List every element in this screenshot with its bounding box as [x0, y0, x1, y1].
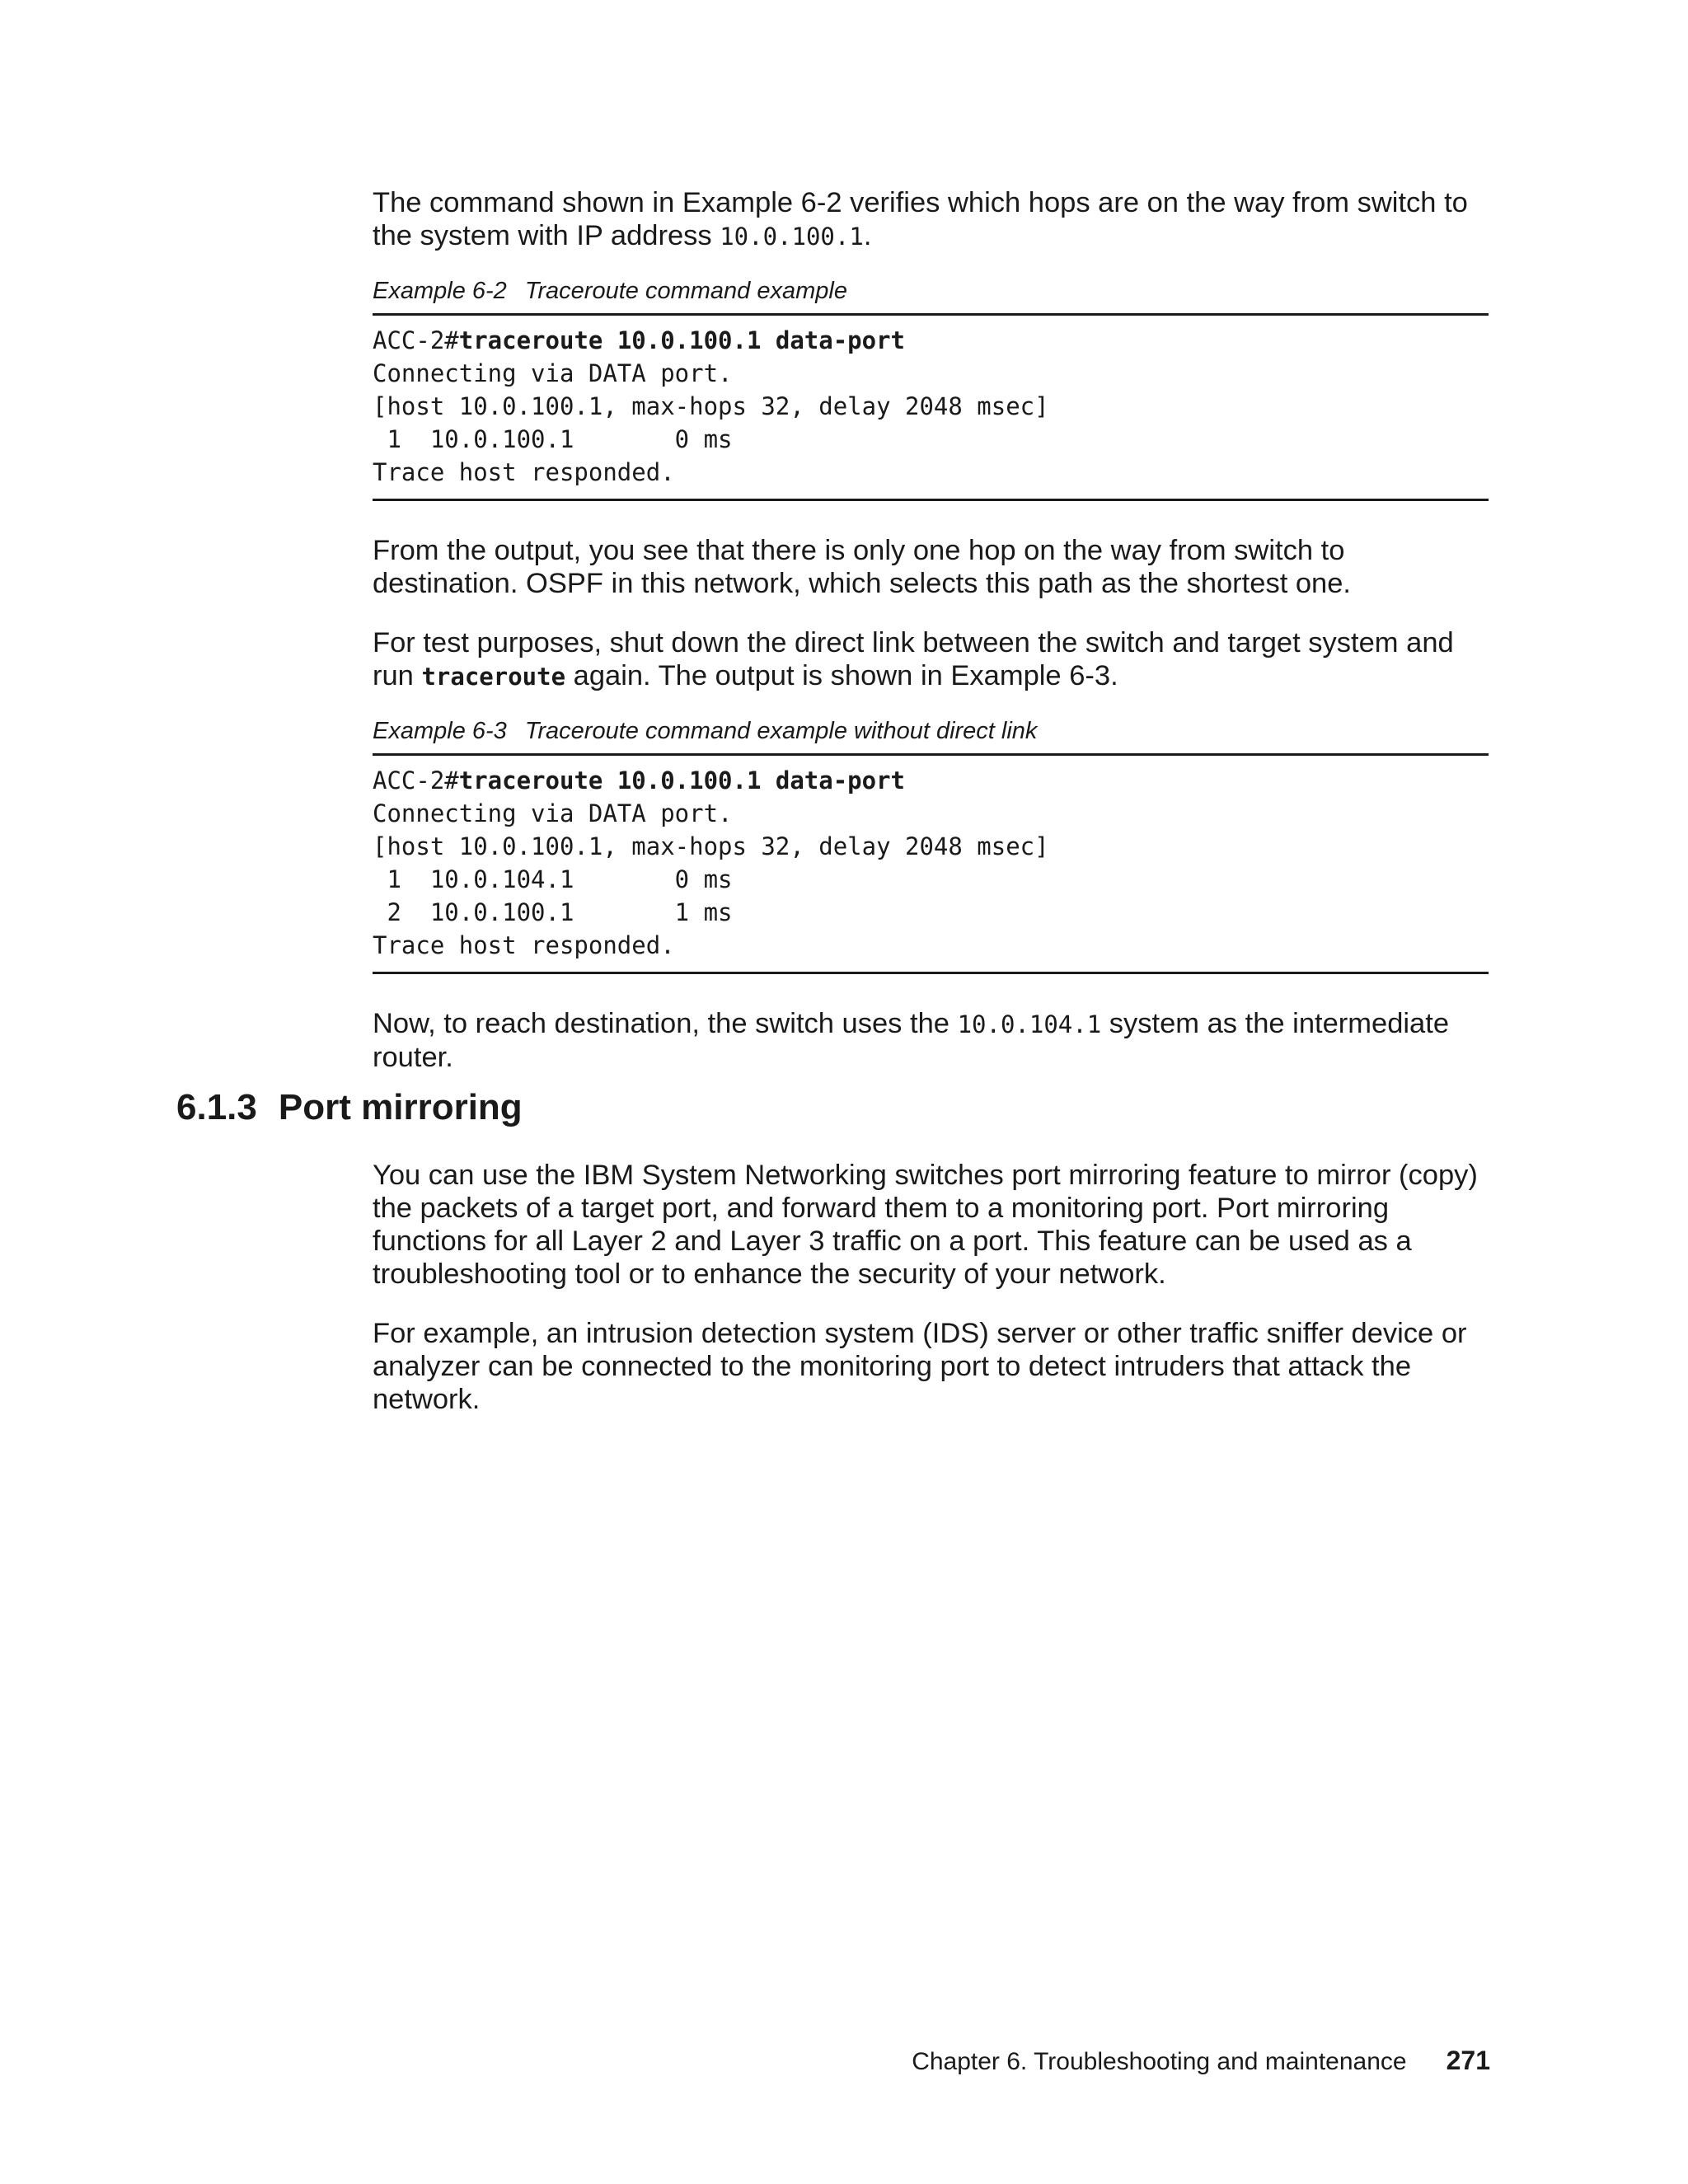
intermediate-router-paragraph — [373, 1007, 1489, 1074]
example-6-3-caption — [373, 716, 1489, 746]
section-content — [373, 1159, 1489, 1416]
code-line — [373, 324, 1489, 357]
example-title: Traceroute command example without direct link — [524, 718, 1038, 744]
intro-paragraph — [373, 186, 1489, 253]
code-line: 2 10.0.100.1 1 ms — [373, 898, 733, 926]
ids-example-paragraph: For example, an intrusion detection system (IDS) server or other traffic sniffer device or analyzer can be connected to the monitoring port to detect intruders that attack the network. — [373, 1318, 1467, 1415]
code-line: Trace host responded. — [373, 931, 675, 959]
ip-address-inline: 10.0.104.1 — [957, 1010, 1102, 1038]
code-line: Connecting via DATA port. — [373, 359, 733, 387]
example-6-3-code-block — [373, 753, 1489, 974]
intro-text: The command shown in Example 6-2 verifies which hops are on the way from switch to the system with IP address — [373, 187, 1468, 251]
footer-chapter-title: Chapter 6. Troubleshooting and maintenance — [912, 2048, 1407, 2075]
section-title: Port mirroring — [278, 1087, 523, 1127]
page-footer — [912, 2044, 1490, 2079]
section-heading — [176, 1085, 523, 1131]
example-label: Example 6-3 — [373, 718, 507, 744]
test-tail: again. The output is shown in Example 6-3. — [565, 660, 1118, 691]
intro-tail: . — [863, 220, 872, 251]
code-line: 1 10.0.104.1 0 ms — [373, 865, 733, 893]
code-line: 1 10.0.100.1 0 ms — [373, 425, 733, 453]
code-prompt: ACC-2# — [373, 326, 459, 354]
code-line: Connecting via DATA port. — [373, 799, 733, 827]
code-line: Trace host responded. — [373, 458, 675, 486]
ip-address-inline: 10.0.100.1 — [720, 223, 864, 251]
traceroute-inline: traceroute — [421, 663, 566, 691]
code-command: traceroute 10.0.100.1 data-port — [458, 766, 906, 794]
main-content — [373, 186, 1489, 1074]
code-command: traceroute 10.0.100.1 data-port — [458, 326, 906, 354]
code-line — [373, 764, 1489, 797]
code-prompt: ACC-2# — [373, 766, 459, 794]
router-tail: system as the intermediate router. — [373, 1008, 1450, 1073]
section-number: 6.1.3 — [176, 1087, 257, 1127]
example-title: Traceroute command example — [524, 278, 847, 304]
example-6-2-caption — [373, 276, 1489, 306]
example-6-2-code-block — [373, 313, 1489, 501]
code-line: [host 10.0.100.1, max-hops 32, delay 2048 msec] — [373, 832, 1049, 860]
code-line: [host 10.0.100.1, max-hops 32, delay 2048 msec] — [373, 392, 1049, 420]
test-purposes-paragraph — [373, 626, 1489, 693]
output-explanation-paragraph: From the output, you see that there is only one hop on the way from switch to destination. OSPF in this network, which selects this path as the shortest one. — [373, 535, 1352, 599]
example-label: Example 6-2 — [373, 278, 507, 304]
test-text: For test purposes, shut down the direct link between the switch and target system and run — [373, 627, 1454, 691]
port-mirroring-paragraph: You can use the IBM System Networking switches port mirroring feature to mirror (copy) the packets of a target port, and forward them to a monitoring port. Port mirroring functions for all Layer 2 and Layer 3 traffic on a port. This feature can be used as a troubleshooting tool or to enhance the security of your network. — [373, 1160, 1478, 1290]
router-text: Now, to reach destination, the switch uses the — [373, 1008, 958, 1039]
page-number: 271 — [1446, 2046, 1490, 2075]
